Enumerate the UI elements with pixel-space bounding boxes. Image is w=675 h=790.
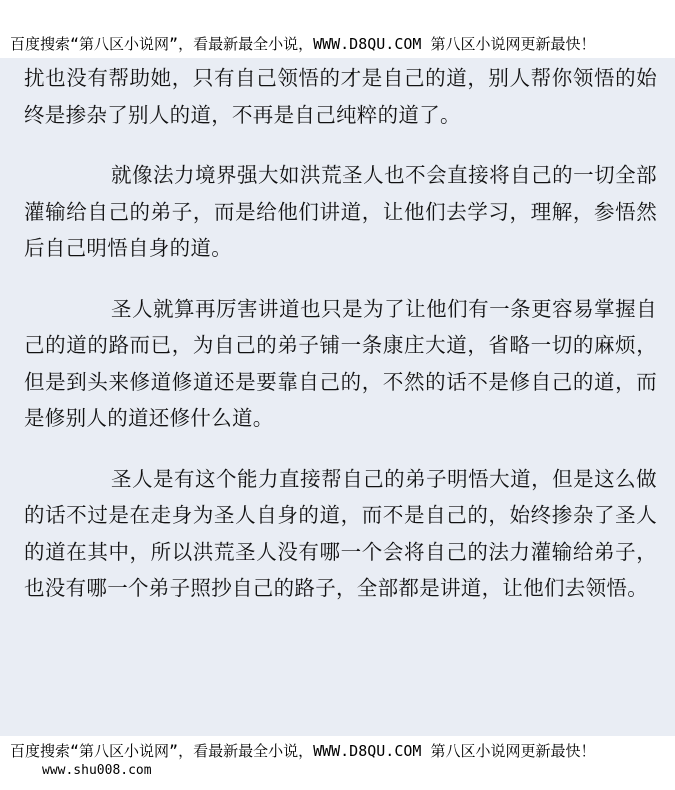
chapter-content [0, 58, 675, 736]
paragraph-4: 圣人是有这个能力直接帮自己的弟子明悟大道，但是这么做的话不过是在走身为圣人自身的道，而不是自己的，始终掺杂了圣人的道在其中，所以洪荒圣人没有哪一个会将自己的法力灌输给弟子，也没有哪一个弟子照抄自己的路子，全部都是讲道，让他们去领悟。 [24, 466, 657, 600]
footer-url[interactable]: www.shu008.com [42, 763, 152, 778]
paragraph-1: 扰也没有帮助她，只有自己领悟的才是自己的道，别人帮你领悟的始终是掺杂了别人的道，不再是自己纯粹的道了。 [24, 66, 657, 127]
paragraph-2: 就像法力境界强大如洪荒圣人也不会直接将自己的一切全部灌输给自己的弟子，而是给他们讲道，让他们去学习，理解，参悟然后自己明悟自身的道。 [24, 163, 657, 260]
paragraph-3: 圣人就算再厉害讲道也只是为了让他们有一条更容易掌握自己的道的路而已，为自己的弟子铺一条康庄大道，省略一切的麻烦，但是到头来修道修道还是要靠自己的，不然的话不是修自己的道，而是修别人的道还修什么道。 [24, 296, 657, 430]
top-banner: 百度搜索“第八区小说网”，看最新最全小说，WWW.D8QU.COM 第八区小说网更新最快！ [0, 30, 675, 58]
bottom-banner: 百度搜索“第八区小说网”，看最新最全小说，WWW.D8QU.COM 第八区小说网更新最快！ [0, 737, 675, 765]
